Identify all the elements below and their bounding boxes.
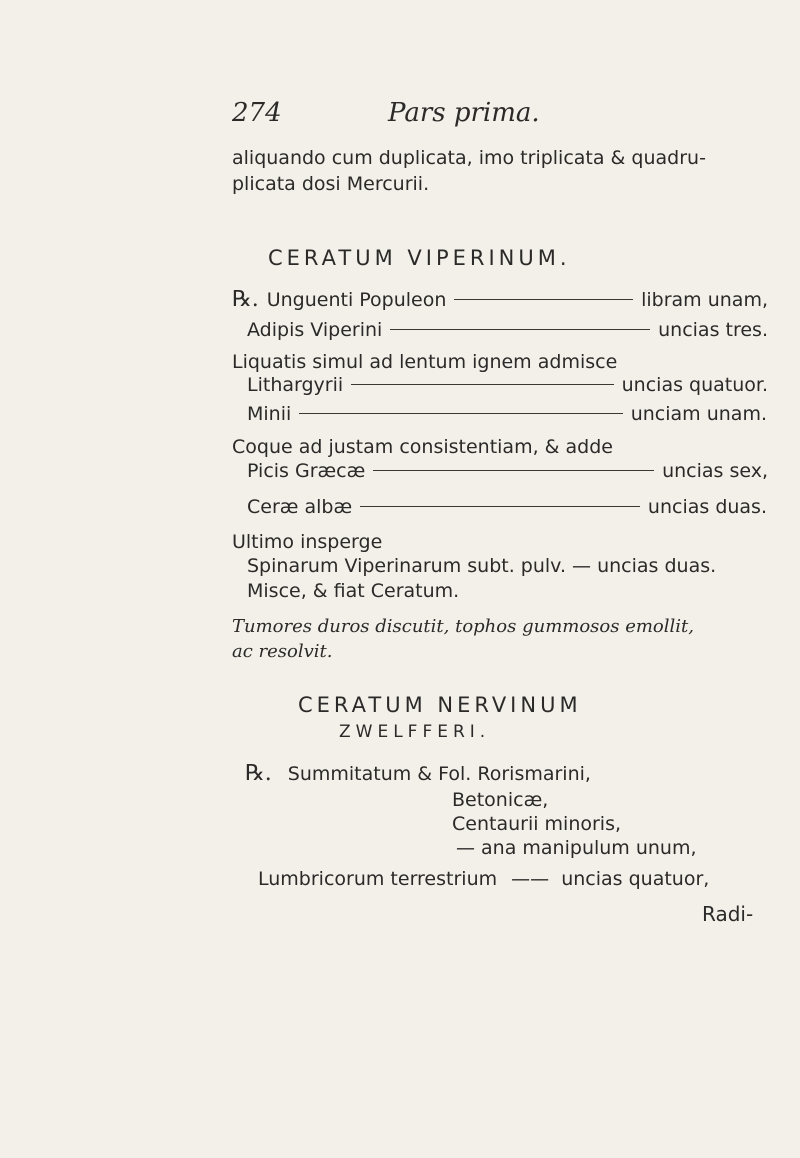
recipe-row-adipis [247,318,768,342]
ingredient-name: Picis Græcæ [247,460,366,482]
intro-line-1: aliquando cum duplicata, imo triplicata & quadru- [232,147,706,169]
nervinum-line-3: Centaurii minoris, [452,813,622,835]
ingredient-name: Lithargyrii [247,374,344,396]
ingredient-name: Unguenti Populeon [266,289,447,311]
section-subtitle-zwelfferi: ZWELFFERI. [339,722,491,742]
recipe-row-picis [247,459,768,483]
leader-line [373,470,654,471]
instruction-coque: Coque ad justam consistentiam, & adde [232,436,613,458]
ingredient-qty: uncias tres. [658,319,768,341]
instruction-liquatis: Liquatis simul ad lentum ignem admisce [232,351,618,373]
nervinum-lumbricorum: Lumbricorum terrestrium —— uncias quatuor, [258,868,710,890]
ingredient-name: Minii [247,403,292,425]
instruction-ultimo: Ultimo insperge [232,531,383,553]
ingredient-qty: unciam unam. [630,403,767,425]
recipe-row-unguenti [232,288,768,312]
ingredient-qty: uncias quatuor. [621,374,768,396]
catchword: Radi- [702,902,754,926]
recipe-symbol: ℞. [245,761,272,786]
running-title: Pars prima. [388,98,540,128]
recipe-row-cerae [247,495,767,519]
page-number: 274 [232,98,282,128]
nervinum-line-1 [245,762,591,786]
ingredient-name: Lumbricorum terrestrium [258,868,498,890]
leader-line [454,299,633,300]
section-title-viperinum: CERATUM VIPERINUM. [268,246,571,270]
ingredient-name: Adipis Viperini [247,319,383,341]
instruction-spinarum: Spinarum Viperinarum subt. pulv. — uncias duas. [247,555,717,577]
virtue-line-2: ac resolvit. [232,641,333,662]
nervinum-line-4: — ana manipulum unum, [456,837,697,859]
instruction-misce: Misce, & fiat Ceratum. [247,580,460,602]
leader-line [360,506,640,507]
intro-line-2: plicata dosi Mercurii. [232,173,430,195]
leader-line [299,413,622,414]
virtue-line-1: Tumores duros discutit, tophos gummosos emollit, [232,616,694,637]
recipe-symbol: ℞. [232,287,259,312]
recipe-row-minii [247,402,767,426]
ingredient-qty: uncias duas. [647,496,767,518]
ingredient-name: Ceræ albæ [247,496,353,518]
leader-line [351,384,613,385]
nervinum-ingredient: Summitatum & Fol. Rorismarini, [287,763,591,785]
section-title-nervinum: CERATUM NERVINUM [298,693,582,717]
nervinum-line-2: Betonicæ, [452,789,549,811]
ingredient-qty: libram unam, [641,289,768,311]
leader-line [390,329,650,330]
ingredient-qty: uncias sex, [662,460,768,482]
ingredient-qty: uncias quatuor, [561,868,710,890]
recipe-row-lithargyrii [247,373,768,397]
